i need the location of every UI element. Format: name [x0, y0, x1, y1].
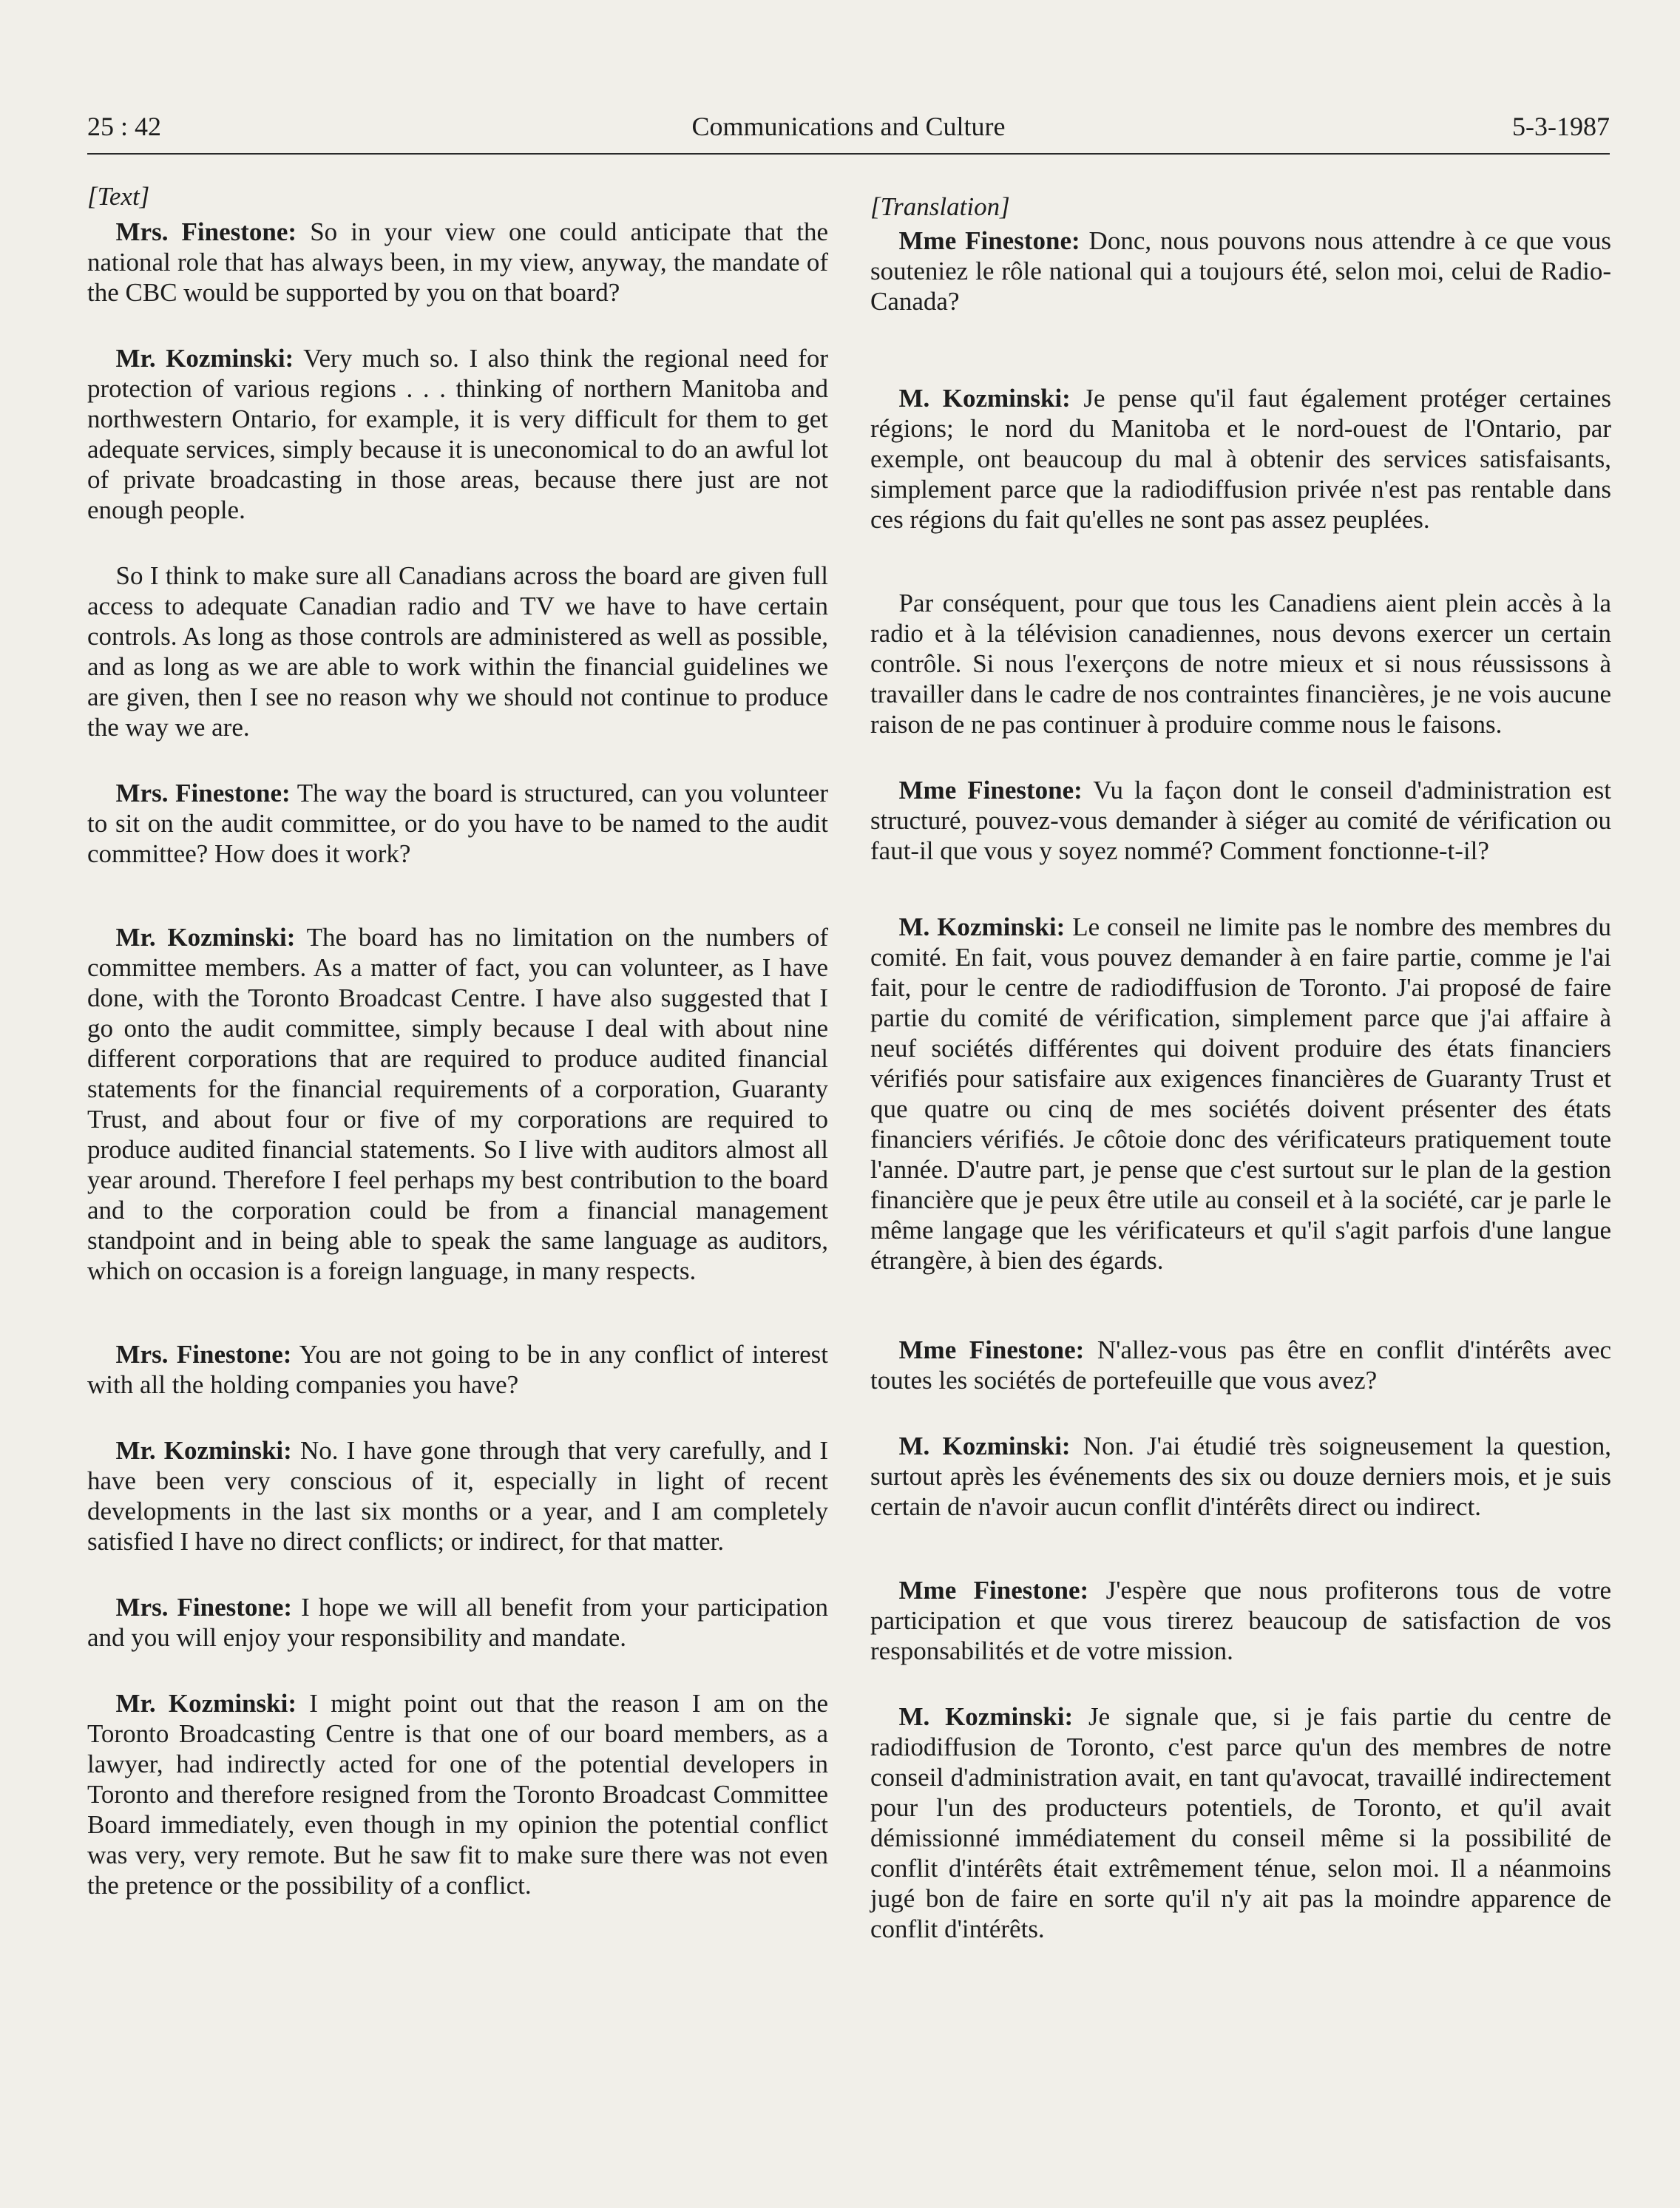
paragraph	[870, 1701, 1611, 1944]
paragraph-text: I might point out that the reason I am on the Toronto Broadcasting Centre is that one of our board members, as a lawyer, had indirectly acted for one of the potential developers in Toronto and therefore resigned from the Toronto Broadcast Committee Board immediately, even though in my opinion the potential conflict was very, very remote. But he saw fit to make sure there was not even the pretence or the possibility of a conflict.	[87, 1689, 828, 1900]
paragraph	[87, 1339, 828, 1400]
paragraph-text: Par conséquent, pour que tous les Canadiens aient plein accès à la radio et à la télévision canadiennes, nous devons exercer un certain contrôle. Si nous l'exerçons de notre mieux et si nous réussissons à travailler dans le cadre de nos contraintes financières, je ne vois aucune raison de ne pas continuer à produire comme nous le faisons.	[870, 589, 1611, 739]
paragraph-text: Vu la façon dont le conseil d'administration est structuré, pouvez-vous demander à siéger au comité de vérification ou faut-il que vous y soyez nommé? Comment fonctionne-t-il?	[870, 776, 1611, 865]
paragraph-text: The way the board is structured, can you volunteer to sit on the audit committee, or do you have to be named to the audit committee? How does it work?	[87, 779, 828, 868]
column-label: [Translation]	[870, 192, 1010, 221]
paragraph-text: Je signale que, si je fais partie du centre de radiodiffusion de Toronto, c'est parce qu'un des membres de notre conseil d'administration avait, en tant qu'avocat, travaillé indirectement pour l'un des producteurs potentiels, de Toronto, et qu'il avait démissionné immédiatement du conseil même si la possibilité de conflit d'intérêts était extrêmement ténue, selon moi. Il a néanmoins jugé bon de faire en sorte qu'il n'y ait pas la moindre apparence de conflit d'intérêts.	[870, 1702, 1611, 1943]
paragraph-text: No. I have gone through that very carefully, and I have been very conscious of it, especially in light of recent developments in the last six months or a year, and I am completely satisfied I have no direct conflicts; or indirect, for that matter.	[87, 1436, 828, 1556]
speaker-name: Mme Finestone:	[898, 776, 1083, 805]
paragraph	[870, 912, 1611, 1276]
column-label: [Text]	[87, 182, 150, 211]
paragraph	[87, 343, 828, 525]
speaker-name: M. Kozminski:	[898, 912, 1066, 941]
speaker-name: Mrs. Finestone:	[115, 1340, 292, 1369]
paragraph	[870, 1335, 1611, 1395]
english-column	[87, 181, 828, 1936]
speaker-name: Mrs. Finestone:	[115, 779, 291, 807]
speaker-name: Mrs. Finestone:	[115, 217, 297, 246]
paragraph	[870, 1575, 1611, 1666]
speaker-name: Mr. Kozminski:	[115, 923, 296, 952]
paragraph-text: I hope we will all benefit from your participation and you will enjoy your responsibility and mandate.	[87, 1593, 828, 1652]
paragraph	[870, 383, 1611, 535]
paragraph-text: J'espère que nous profiterons tous de votre participation et que vous tirerez beaucoup de satisfaction de vos responsabilités et de votre mission.	[870, 1576, 1611, 1665]
paragraph-text: So in your view one could anticipate that the national role that has always been, in my view, anyway, the mandate of the CBC would be supported by you on that board?	[87, 217, 828, 307]
speaker-name: Mme Finestone:	[898, 1576, 1089, 1605]
paragraph	[87, 1688, 828, 1900]
speaker-name: Mme Finestone:	[898, 1335, 1085, 1364]
speaker-name: Mme Finestone:	[898, 226, 1080, 255]
paragraph	[87, 561, 828, 742]
paragraph-text: The board has no limitation on the numbers of committee members. As a matter of fact, you can volunteer, as I have done, with the Toronto Broadcast Centre. I have also suggested that I go onto the audit committee, simply because I deal with about nine different corporations that are required to produce audited financial statements for the financial requirements of a corporation, Guaranty Trust, and about four or five of my corporations are required to produce audited financial statements. So I live with auditors almost all year around. Therefore I feel perhaps my best contribution to the board and to the corporation could be from a financial management standpoint and in being able to speak the same language as auditors, which on occasion is a foreign language, in many respects.	[87, 923, 828, 1285]
paragraph-text: So I think to make sure all Canadians across the board are given full access to adequate Canadian radio and TV we have to have certain controls. As long as those controls are administered as well as possible, and as long as we are able to work within the financial guidelines we are given, then I see no reason why we should not continue to produce the way we are.	[87, 561, 828, 742]
speaker-name: M. Kozminski:	[898, 1432, 1071, 1460]
speaker-name: Mr. Kozminski:	[115, 1689, 297, 1718]
paragraph	[870, 775, 1611, 866]
paragraph-text: N'allez-vous pas être en conflit d'intérêts avec toutes les sociétés de portefeuille que vous avez?	[870, 1335, 1611, 1395]
paragraph	[870, 588, 1611, 739]
header-rule	[87, 153, 1610, 155]
speaker-name: Mrs. Finestone:	[115, 1593, 293, 1622]
paragraph-text: Le conseil ne limite pas le nombre des membres du comité. En fait, vous pouvez demander à en faire partie, comme je l'ai fait, pour le centre de radiodiffusion de Toronto. J'ai proposé de faire partie du comité de vérification, simplement parce que j'ai affaire à neuf sociétés différentes qui doivent produire des états financiers vérifiés pour satisfaire aux exigences financières de Guaranty Trust et que quatre ou cinq de mes sociétés doivent présenter des états financiers vérifiés. Je côtoie donc des vérificateurs pratiquement toute l'année. D'autre part, je pense que c'est surtout sur le plan de la gestion financière que je peux être utile au conseil et à la société, car je parle le même langage que les vérificateurs et qu'il s'agit parfois d'une langue étrangère, à bien des égards.	[870, 912, 1611, 1275]
paragraph	[87, 922, 828, 1286]
paragraph	[87, 1435, 828, 1557]
paragraph	[870, 1431, 1611, 1522]
paragraph-text: You are not going to be in any conflict of interest with all the holding companies you have?	[87, 1340, 828, 1399]
page-number: 25 : 42	[87, 112, 162, 141]
running-title: Communications and Culture	[691, 112, 1006, 141]
paragraph	[87, 1592, 828, 1653]
paragraph-text: Je pense qu'il faut également protéger certaines régions; le nord du Manitoba et le nord-ouest de l'Ontario, par exemple, ont beaucoup du mal à obtenir des services satisfaisants, simplement parce que la radiodiffusion privée n'est pas rentable dans ces régions du fait qu'elles ne sont pas assez peuplées.	[870, 384, 1611, 534]
speaker-name: Mr. Kozminski:	[115, 1436, 292, 1465]
paragraph-text: Very much so. I also think the regional need for protection of various regions . . . thinking of northern Manitoba and northwestern Ontario, for example, it is very difficult for them to get adequate services, simply because it is uneconomical to do an awful lot of private broadcasting in those areas, because there just are not enough people.	[87, 344, 828, 524]
speaker-name: M. Kozminski:	[898, 384, 1071, 413]
paragraph-text: Non. J'ai étudié très soigneusement la question, surtout après les événements des six ou douze derniers mois, et je suis certain de n'avoir aucun conflit d'intérêts direct ou indirect.	[870, 1432, 1611, 1521]
paragraph	[870, 226, 1611, 316]
french-column	[870, 181, 1611, 1980]
speaker-name: Mr. Kozminski:	[115, 344, 294, 373]
page-header	[87, 111, 1610, 155]
paragraph	[87, 778, 828, 869]
page-date: 5-3-1987	[1512, 112, 1610, 141]
speaker-name: M. Kozminski:	[898, 1702, 1074, 1731]
paragraph	[87, 217, 828, 308]
paragraph-text: Donc, nous pouvons nous attendre à ce que vous souteniez le rôle national qui a toujours été, selon moi, celui de Radio-Canada?	[870, 226, 1612, 316]
